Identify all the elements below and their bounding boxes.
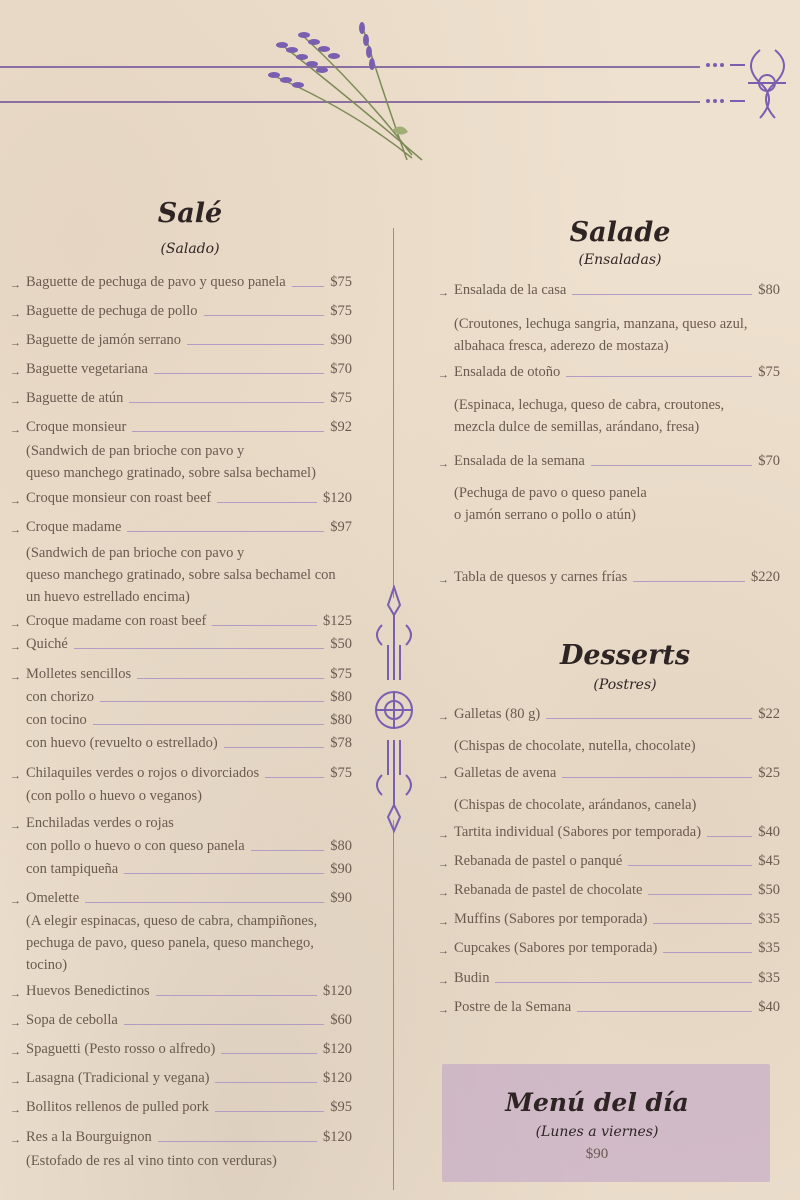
salade-title: Salade xyxy=(569,217,671,248)
menu-item-label: Lasagna (Tradicional y vegana) xyxy=(26,1070,210,1086)
menu-item-description: queso manchego gratinado, sobre salsa bechamel con xyxy=(26,567,336,583)
arrow-bullet-icon: → xyxy=(10,366,21,378)
menu-item-label: Cupcakes (Sabores por temporada) xyxy=(454,940,658,956)
dotted-leader xyxy=(251,850,325,851)
dotted-leader xyxy=(707,836,752,837)
menu-item-price: $125 xyxy=(323,613,352,629)
menu-item-row xyxy=(438,853,780,870)
menu-item-description: pechuga de pavo, queso panela, queso manchego, xyxy=(26,935,314,951)
lavender-sprig-icon xyxy=(262,20,452,170)
menu-item-label: Ensalada de la semana xyxy=(454,453,585,469)
menu-item-row xyxy=(10,361,352,378)
arrow-bullet-icon: → xyxy=(438,711,449,723)
menu-item-description: tocino) xyxy=(26,957,68,973)
arrow-bullet-icon: → xyxy=(438,1004,449,1016)
menu-item-row xyxy=(10,735,352,752)
dotted-leader xyxy=(495,982,752,983)
menu-item-row xyxy=(10,861,352,878)
menu-item-price: $92 xyxy=(330,419,352,435)
menu-item-row xyxy=(438,706,780,723)
menu-item-description: (Sandwich de pan brioche con pavo y xyxy=(26,545,245,561)
menu-item-price: $35 xyxy=(758,911,780,927)
arrow-bullet-icon: → xyxy=(10,279,21,291)
salade-subtitle: (Ensaladas) xyxy=(578,252,662,268)
menu-item-price: $75 xyxy=(330,765,352,781)
dotted-leader xyxy=(127,531,324,532)
dotted-leader xyxy=(93,724,324,725)
dotted-leader xyxy=(292,286,325,287)
dotted-leader xyxy=(129,402,324,403)
dotted-leader xyxy=(562,777,752,778)
arrow-bullet-icon: → xyxy=(438,770,449,782)
dotted-leader xyxy=(633,581,745,582)
dotted-leader xyxy=(212,625,317,626)
arrow-bullet-icon: → xyxy=(10,495,21,507)
arrow-bullet-icon: → xyxy=(10,1104,21,1116)
menu-item-row xyxy=(438,824,780,841)
menu-item-label: Chilaquiles verdes o rojos o divorciados xyxy=(26,765,260,781)
arrow-bullet-icon: → xyxy=(10,671,21,683)
menu-item-row xyxy=(10,390,352,407)
arrow-bullet-icon: → xyxy=(438,975,449,987)
menu-item-row xyxy=(10,490,352,507)
menu-item-description: albahaca fresca, aderezo de mostaza) xyxy=(454,338,669,354)
menu-item-label: con chorizo xyxy=(26,689,95,705)
arrow-bullet-icon: → xyxy=(10,618,21,630)
menu-item-label: Spaguetti (Pesto rosso o alfredo) xyxy=(26,1041,216,1057)
menu-item-description: (Chispas de chocolate, nutella, chocolate) xyxy=(454,738,696,754)
dotted-leader xyxy=(215,1082,317,1083)
dotted-leader xyxy=(648,894,752,895)
menu-item-label: Baguette vegetariana xyxy=(26,361,148,377)
menu-item-price: $70 xyxy=(758,453,780,469)
arrow-bullet-icon: → xyxy=(10,895,21,907)
menu-item-label: con tampiqueña xyxy=(26,861,119,877)
menu-item-price: $120 xyxy=(323,490,352,506)
menu-item-price: $22 xyxy=(758,706,780,722)
menu-item-price: $50 xyxy=(330,636,352,652)
menu-item-label: Muffins (Sabores por temporada) xyxy=(454,911,648,927)
menu-del-dia-price: $90 xyxy=(585,1146,609,1162)
menu-item-description: un huevo estrellado encima) xyxy=(26,589,190,605)
menu-del-dia-box xyxy=(442,1064,770,1182)
menu-item-row xyxy=(10,890,352,907)
dotted-leader xyxy=(217,502,317,503)
arrow-bullet-icon: → xyxy=(438,887,449,899)
dotted-leader xyxy=(566,376,752,377)
menu-item-row xyxy=(438,911,780,928)
menu-item-price: $80 xyxy=(758,282,780,298)
menu-item-price: $120 xyxy=(323,983,352,999)
menu-item-description: (Estofado de res al vino tinto con verduras) xyxy=(26,1153,277,1169)
arrow-bullet-icon: → xyxy=(10,988,21,1000)
menu-item-row xyxy=(10,636,352,653)
menu-item-label: Postre de la Semana xyxy=(454,999,572,1015)
arrow-bullet-icon: → xyxy=(438,945,449,957)
menu-item-row xyxy=(438,940,780,957)
menu-item-price: $80 xyxy=(330,712,352,728)
menu-item-price: $75 xyxy=(330,390,352,406)
menu-item-label: Omelette xyxy=(26,890,80,906)
menu-item-row xyxy=(10,666,352,683)
menu-item-price: $75 xyxy=(330,274,352,290)
menu-item-row xyxy=(10,303,352,320)
menu-item-row xyxy=(10,274,352,291)
menu-del-dia-title: Menú del día xyxy=(505,1088,689,1117)
menu-item-price: $78 xyxy=(330,735,352,751)
sale-subtitle: (Salado) xyxy=(160,241,220,257)
divider-ornament-icon xyxy=(370,585,418,835)
menu-item-price: $40 xyxy=(758,999,780,1015)
menu-item-row xyxy=(10,613,352,630)
dotted-leader xyxy=(100,701,324,702)
menu-item-row xyxy=(10,983,352,1000)
dotted-leader xyxy=(215,1111,324,1112)
menu-item-row xyxy=(10,689,352,706)
menu-del-dia-subtitle: (Lunes a viernes) xyxy=(535,1124,659,1140)
dotted-leader xyxy=(572,294,752,295)
menu-item-label: Rebanada de pastel o panqué xyxy=(454,853,623,869)
arrow-bullet-icon: → xyxy=(10,1134,21,1146)
menu-item-label: Quiché xyxy=(26,636,68,652)
dotted-leader xyxy=(591,465,752,466)
menu-item-price: $120 xyxy=(323,1129,352,1145)
arrow-bullet-icon: → xyxy=(438,287,449,299)
menu-item-label: Rebanada de pastel de chocolate xyxy=(454,882,643,898)
menu-item-description: (Espinaca, lechuga, queso de cabra, croutones, xyxy=(454,397,725,413)
menu-item-label: con tocino xyxy=(26,712,87,728)
menu-item-price: $40 xyxy=(758,824,780,840)
arrow-bullet-icon: → xyxy=(10,337,21,349)
menu-item-price: $35 xyxy=(758,940,780,956)
arrow-bullet-icon: → xyxy=(10,424,21,436)
dotted-leader xyxy=(628,865,752,866)
dotted-leader xyxy=(204,315,325,316)
center-divider-top xyxy=(393,228,394,598)
menu-item-row xyxy=(10,1012,352,1029)
menu-item-description: mezcla dulce de semillas, arándano, fresa) xyxy=(454,419,700,435)
menu-item-row xyxy=(438,882,780,899)
arrow-bullet-icon: → xyxy=(10,308,21,320)
dotted-leader xyxy=(156,995,317,996)
dotted-leader xyxy=(265,777,324,778)
menu-item-row xyxy=(10,815,352,832)
menu-item-description: (Chispas de chocolate, arándanos, canela) xyxy=(454,797,697,813)
menu-item-description: o jamón serrano o pollo o atún) xyxy=(454,507,637,523)
menu-item-row xyxy=(438,364,780,381)
arrow-bullet-icon: → xyxy=(438,916,449,928)
dotted-leader xyxy=(187,344,324,345)
arrow-bullet-icon: → xyxy=(438,458,449,470)
menu-item-row xyxy=(10,838,352,855)
menu-item-price: $90 xyxy=(330,332,352,348)
sale-title: Salé xyxy=(157,198,223,229)
menu-item-description: (A elegir espinacas, queso de cabra, champiñones, xyxy=(26,913,318,929)
menu-item-row xyxy=(10,419,352,436)
menu-item-row xyxy=(10,1070,352,1087)
menu-item-label: Sopa de cebolla xyxy=(26,1012,118,1028)
arrow-bullet-icon: → xyxy=(10,1075,21,1087)
arrow-bullet-icon: → xyxy=(438,858,449,870)
menu-item-label: Croque madame con roast beef xyxy=(26,613,207,629)
desserts-title: Desserts xyxy=(559,640,691,671)
dotted-leader xyxy=(124,1024,324,1025)
dotted-leader xyxy=(132,431,324,432)
dotted-leader xyxy=(154,373,324,374)
menu-item-price: $97 xyxy=(330,519,352,535)
menu-item-price: $45 xyxy=(758,853,780,869)
menu-item-description: (con pollo o huevo o veganos) xyxy=(26,788,202,804)
arrow-bullet-icon: → xyxy=(10,1017,21,1029)
menu-item-label: Galletas (80 g) xyxy=(454,706,541,722)
menu-item-row xyxy=(438,282,780,299)
dotted-leader xyxy=(137,678,324,679)
menu-item-label: con pollo o huevo o con queso panela xyxy=(26,838,245,854)
menu-item-label: Ensalada de otoño xyxy=(454,364,561,380)
menu-item-label: Enchiladas verdes o rojas xyxy=(26,815,174,831)
dotted-leader xyxy=(663,952,752,953)
menu-item-row xyxy=(10,1129,352,1146)
menu-item-label: Budin xyxy=(454,970,490,986)
menu-item-row xyxy=(10,1041,352,1058)
menu-item-label: Croque madame xyxy=(26,519,122,535)
dotted-leader xyxy=(74,648,324,649)
menu-item-price: $35 xyxy=(758,970,780,986)
menu-item-price: $90 xyxy=(330,861,352,877)
menu-item-price: $70 xyxy=(330,361,352,377)
menu-item-label: Galletas de avena xyxy=(454,765,557,781)
dotted-leader xyxy=(577,1011,752,1012)
menu-item-label: Baguette de pechuga de pavo y queso panela xyxy=(26,274,286,290)
arrow-bullet-icon: → xyxy=(10,820,21,832)
center-divider-bottom xyxy=(393,820,394,1190)
menu-item-label: Baguette de atún xyxy=(26,390,124,406)
menu-item-label: Baguette de jamón serrano xyxy=(26,332,182,348)
menu-item-price: $80 xyxy=(330,838,352,854)
menu-item-label: con huevo (revuelto o estrellado) xyxy=(26,735,218,751)
arrow-bullet-icon: → xyxy=(438,829,449,841)
menu-item-price: $75 xyxy=(330,303,352,319)
menu-item-label: Tabla de quesos y carnes frías xyxy=(454,569,628,585)
dotted-leader xyxy=(546,718,752,719)
menu-item-price: $95 xyxy=(330,1099,352,1115)
menu-item-label: Croque monsieur xyxy=(26,419,127,435)
dotted-leader xyxy=(124,873,324,874)
menu-item-label: Croque monsieur con roast beef xyxy=(26,490,212,506)
menu-item-price: $80 xyxy=(330,689,352,705)
menu-item-price: $75 xyxy=(758,364,780,380)
menu-item-price: $120 xyxy=(323,1070,352,1086)
menu-item-row xyxy=(438,970,780,987)
menu-item-row xyxy=(10,1099,352,1116)
menu-item-label: Huevos Benedictinos xyxy=(26,983,150,999)
menu-item-price: $220 xyxy=(751,569,780,585)
menu-item-row xyxy=(10,712,352,729)
menu-item-description: (Pechuga de pavo o queso panela xyxy=(454,485,647,501)
menu-item-label: Res a la Bourguignon xyxy=(26,1129,152,1145)
menu-item-label: Bollitos rellenos de pulled pork xyxy=(26,1099,209,1115)
menu-item-description: (Croutones, lechuga sangria, manzana, queso azul, xyxy=(454,316,748,332)
menu-item-label: Baguette de pechuga de pollo xyxy=(26,303,198,319)
menu-item-row xyxy=(438,569,780,586)
arrow-bullet-icon: → xyxy=(10,770,21,782)
menu-item-row xyxy=(438,999,780,1016)
menu-item-row xyxy=(10,519,352,536)
menu-item-row xyxy=(438,765,780,782)
menu-item-price: $90 xyxy=(330,890,352,906)
arrow-bullet-icon: → xyxy=(438,574,449,586)
menu-item-price: $50 xyxy=(758,882,780,898)
flourish-ornament-icon xyxy=(700,40,800,130)
dotted-leader xyxy=(224,747,325,748)
menu-item-price: $75 xyxy=(330,666,352,682)
menu-item-label: Tartita individual (Sabores por temporada) xyxy=(454,824,702,840)
dotted-leader xyxy=(85,902,324,903)
menu-item-label: Ensalada de la casa xyxy=(454,282,567,298)
menu-item-label: Molletes sencillos xyxy=(26,666,132,682)
menu-item-row xyxy=(10,332,352,349)
arrow-bullet-icon: → xyxy=(10,524,21,536)
arrow-bullet-icon: → xyxy=(10,395,21,407)
dotted-leader xyxy=(158,1141,317,1142)
menu-item-description: queso manchego gratinado, sobre salsa bechamel) xyxy=(26,465,316,481)
menu-item-price: $120 xyxy=(323,1041,352,1057)
dotted-leader xyxy=(653,923,752,924)
desserts-subtitle: (Postres) xyxy=(593,677,657,693)
menu-item-row xyxy=(438,453,780,470)
arrow-bullet-icon: → xyxy=(10,641,21,653)
menu-item-description: (Sandwich de pan brioche con pavo y xyxy=(26,443,245,459)
arrow-bullet-icon: → xyxy=(438,369,449,381)
dotted-leader xyxy=(221,1053,317,1054)
menu-item-row xyxy=(10,765,352,782)
menu-item-price: $60 xyxy=(330,1012,352,1028)
arrow-bullet-icon: → xyxy=(10,1046,21,1058)
menu-item-price: $25 xyxy=(758,765,780,781)
